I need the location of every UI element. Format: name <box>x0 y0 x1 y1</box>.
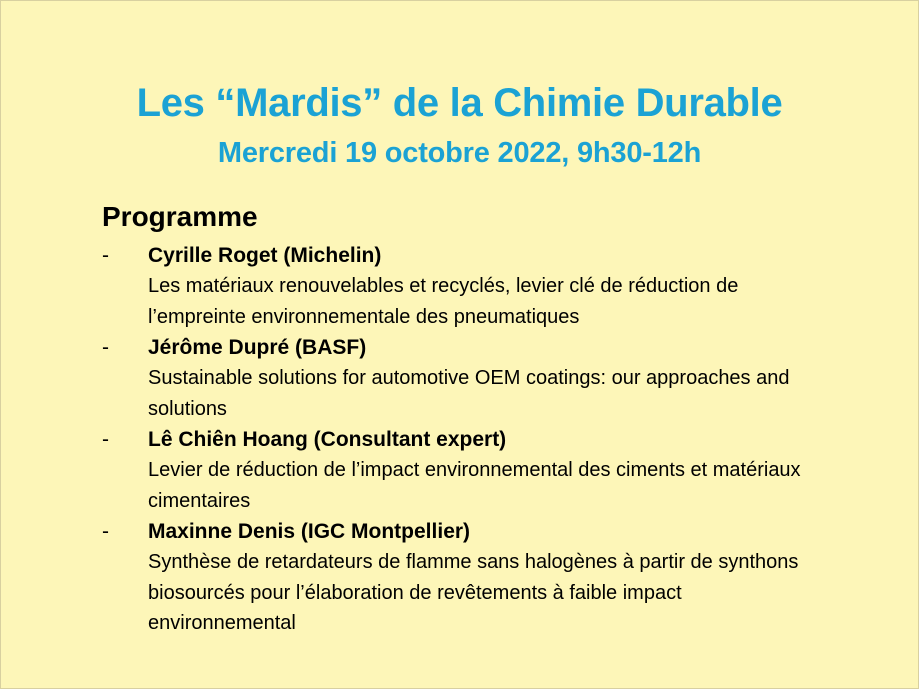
programme-item <box>102 516 822 639</box>
programme-heading: Programme <box>102 201 258 232</box>
talk-title: Levier de réduction de l’impact environnemental des ciments et matériaux cimentaires <box>148 459 801 512</box>
programme-item <box>102 332 822 424</box>
speaker-name: Lê Chiên Hoang (Consultant expert) <box>148 428 507 451</box>
programme-item <box>102 424 822 516</box>
speaker-name: Maxinne Denis (IGC Montpellier) <box>148 520 471 543</box>
talk-title: Sustainable solutions for automotive OEM coatings: our approaches and solutions <box>148 367 790 420</box>
talk-title: Synthèse de retardateurs de flamme sans halogènes à partir de synthons biosourcés pour l’élaboration de revêtements à faible impact environnemental <box>148 551 799 634</box>
bullet-dash: - <box>102 244 109 267</box>
speaker-name: Cyrille Roget (Michelin) <box>148 244 382 267</box>
bullet-dash: - <box>102 336 109 359</box>
bullet-dash: - <box>102 428 109 451</box>
slide-title: Les “Mardis” de la Chimie Durable <box>136 81 783 125</box>
slide-subtitle: Mercredi 19 octobre 2022, 9h30-12h <box>217 137 702 169</box>
programme-list <box>102 240 822 639</box>
talk-title: Les matériaux renouvelables et recyclés, levier clé de réduction de l’empreinte environnementale des pneumatiques <box>148 275 739 328</box>
programme-item <box>102 240 822 332</box>
bullet-dash: - <box>102 520 109 543</box>
speaker-name: Jérôme Dupré (BASF) <box>148 336 367 359</box>
